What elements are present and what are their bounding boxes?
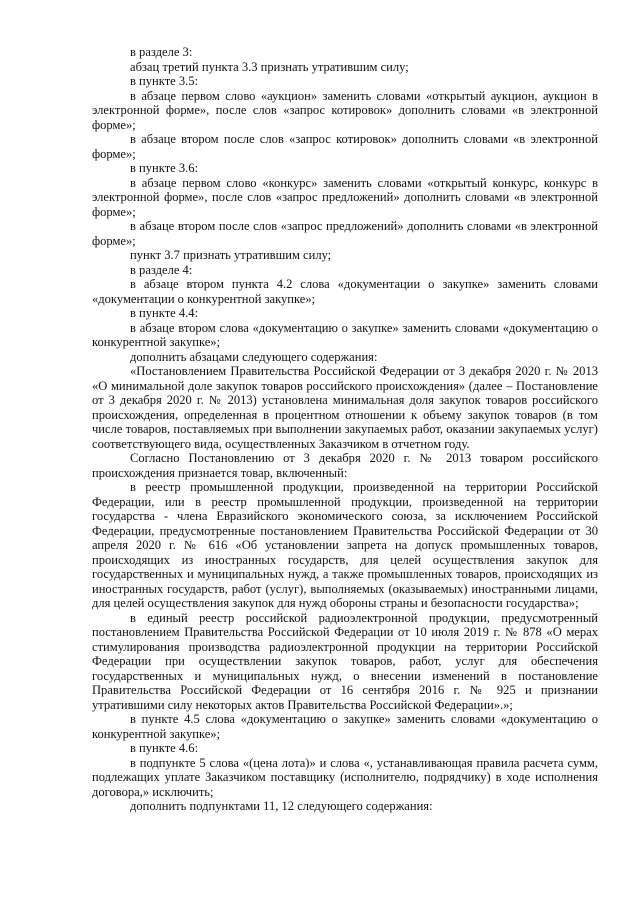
paragraph-11: в абзаце втором пункта 4.2 слова «документации о закупке» заменить словами «документации о конкурентной закупке»; bbox=[92, 277, 598, 306]
paragraph-18: в единый реестр российской радиоэлектронной продукции, предусмотренный постановлением Правительства Российской Федерации от 10 июля 2019 г. № 878 «О мерах стимулирования производства радиоэлектронной продукции на территории Российской Федерации при осуществлении закупок товаров, работ, услуг для обеспечения государственных и муниципальных нужд, о внесении изменений в постановление Правительства Российской Федерации от 16 сентября 2016 г. № 925 и признании утратившими силу некоторых актов Правительства Российской Федерации».»; bbox=[92, 610, 598, 712]
paragraph-12: в пункте 4.4: bbox=[130, 306, 199, 320]
paragraph-10: в разделе 4: bbox=[130, 262, 193, 277]
paragraph-19: в пункте 4.5 слова «документацию о закупке» заменить словами «документацию о конкурентной закупке»; bbox=[92, 712, 598, 741]
paragraph-3: в пункте 3.5: bbox=[130, 74, 199, 88]
paragraph-20: в пункте 4.6: bbox=[130, 741, 199, 755]
paragraph-5: в абзаце втором после слов «запрос котировок» дополнить словами «в электронной форме»; bbox=[92, 132, 598, 161]
paragraph-14: дополнить абзацами следующего содержания: bbox=[130, 349, 378, 364]
paragraph-8: в абзаце втором после слов «запрос предложений» дополнить словами «в электронной форме»; bbox=[92, 219, 598, 248]
paragraph-2: абзац третий пункта 3.3 признать утратившим силу; bbox=[130, 59, 409, 74]
paragraph-15: «Постановлением Правительства Российской Федерации от 3 декабря 2020 г. № 2013 «О минимальной доле закупок товаров российского происхождения» (далее – Постановление от 3 декабря 2020 г. № 2013) установлена минимальная доля закупок товаров российского происхождения, определенная в процентном отношении к объему закупок товаров (в том числе товаров, поставляемых при выполнении закупаемых работ, оказании закупаемых услуг) соответствующего вида, осуществленных Заказчиком в отчетном году. bbox=[92, 364, 598, 451]
paragraph-13: в абзаце втором слова «документацию о закупке» заменить словами «документацию о конкурентной закупке»; bbox=[92, 320, 598, 349]
paragraph-17: в реестр промышленной продукции, произведенной на территории Российской Федерации, или в реестр промышленной продукции, произведенной на территории государства - члена Евразийского экономического союза, за исключением Российской Федерации, предусмотренные постановлением Правительства Российской Федерации от 30 апреля 2020 г. № 616 «Об установлении запрета на допуск промышленных товаров, происходящих из иностранных государств, для целей осуществления закупок для государственных и муниципальных нужд, а также промышленных товаров, происходящих из иностранных государств, работ (услуг), выполняемых (оказываемых) иностранными лицами, для целей осуществления закупок для нужд обороны страны и безопасности государства»; bbox=[92, 480, 598, 610]
paragraph-6: в пункте 3.6: bbox=[130, 161, 199, 175]
paragraph-7: в абзаце первом слово «конкурс» заменить словами «открытый конкурс, конкурс в электронной форме», после слов «запрос предложений» дополнить словами «в электронной форме»; bbox=[92, 175, 598, 219]
paragraph-4: в абзаце первом слово «аукцион» заменить словами «открытый аукцион, аукцион в электронной форме», после слов «запрос котировок» дополнить словами «в электронной форме»; bbox=[92, 88, 598, 132]
paragraph-16: Согласно Постановлению от 3 декабря 2020 г. № 2013 товаром российского происхождения признается товар, включенный: bbox=[92, 451, 598, 480]
paragraph-1: в разделе 3: bbox=[130, 45, 193, 59]
paragraph-21: в подпункте 5 слова «(цена лота)» и слова «, устанавливающая правила расчета сумм, подлежащих уплате Заказчиком поставщику (исполнителю, подрядчику) в ходе исполнения договора,» исключить; bbox=[92, 755, 598, 799]
paragraph-9: пункт 3.7 признать утратившим силу; bbox=[130, 248, 332, 262]
paragraph-22: дополнить подпунктами 11, 12 следующего содержания: bbox=[130, 799, 433, 813]
